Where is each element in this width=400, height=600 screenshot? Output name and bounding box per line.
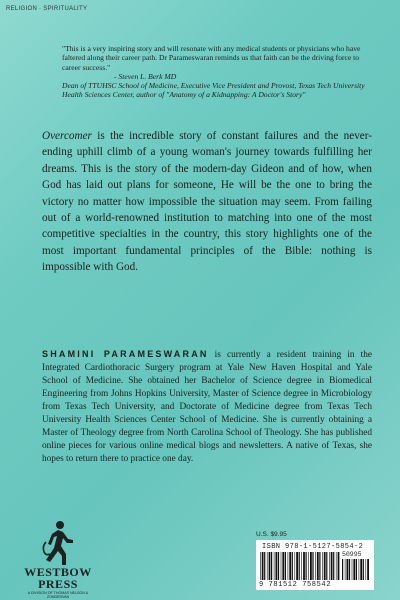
synopsis-text: is the incredible story of constant failures and the never-ending uphill climb of a young woman's journey towards fulfilling her dreams. This is the story of the modern-day Gideon and of how, when God has laid out plans for someone, He will be the one to bring the victory no matter how impossible the situation may seem. From failing out of a world-renowned institution to matching into one of the most competitive specialties in the country, this story highlights one of the most important fundamental principles of the Bible: nothing is impossible with God. xyxy=(42,130,372,274)
isbn-label: ISBN 978-1-5127-5854-2 xyxy=(262,543,364,551)
endorsement-quote: "This is a very inspiring story and will resonate with any medical students or physicians who have faltered along their career path. Dr Parameswaran reminds us that faith can be the driving force to career success." xyxy=(62,44,361,72)
author-bio xyxy=(42,348,372,466)
publisher-division: A DIVISION OF THOMAS NELSON & ZONDERVAN xyxy=(27,591,89,600)
endorsement-attribution: - Steven L. Berk MD xyxy=(114,71,177,81)
author-name: SHAMINI PARAMESWARAN xyxy=(42,349,209,359)
endorsement-block xyxy=(62,44,368,100)
isbn-barcode xyxy=(256,540,374,590)
author-bio-text: is currently a resident training in the Integrated Cardiothoracic Surgery program at Yale New Haven Hospital and Yale School of Medicine. She obtained her Bachelor of Science degree in Biomedical Engineering from Johns Hopkins University, Master of Science degree in Microbiology from Texas Tech University, and Doctorate of Medicine degree from Texas Tech University Health Sciences Center School of Medicine. She is currently obtaining a Master of Theology degree from North Carolina School of Theology. She has published online pieces for various online medical blogs and newsletters. A native of Texas, she hopes to return there to practice one day. xyxy=(42,350,372,464)
runner-icon xyxy=(38,520,78,566)
price-label: U.S. $9.95 xyxy=(256,531,287,538)
barcode-bars xyxy=(260,552,340,580)
endorsement-credentials: Dean of TTUHSC School of Medicine, Executive Vice President and Provost, Texas Tech University Health Sciences Center, author of "Anatomy of a Kidnapping: A Doctor's Story" xyxy=(62,81,365,100)
publisher-name: WESTBOW PRESS xyxy=(24,565,92,591)
synopsis-book-title: Overcomer xyxy=(42,130,92,142)
barcode-addon-code: 50995 xyxy=(342,551,362,558)
book-synopsis xyxy=(42,128,372,276)
barcode-addon-bars xyxy=(342,559,370,580)
publisher-logo xyxy=(18,520,98,598)
category-label: RELIGION · SPIRITUALITY xyxy=(6,6,88,12)
barcode-digits: 9 781512 758542 xyxy=(259,581,332,589)
